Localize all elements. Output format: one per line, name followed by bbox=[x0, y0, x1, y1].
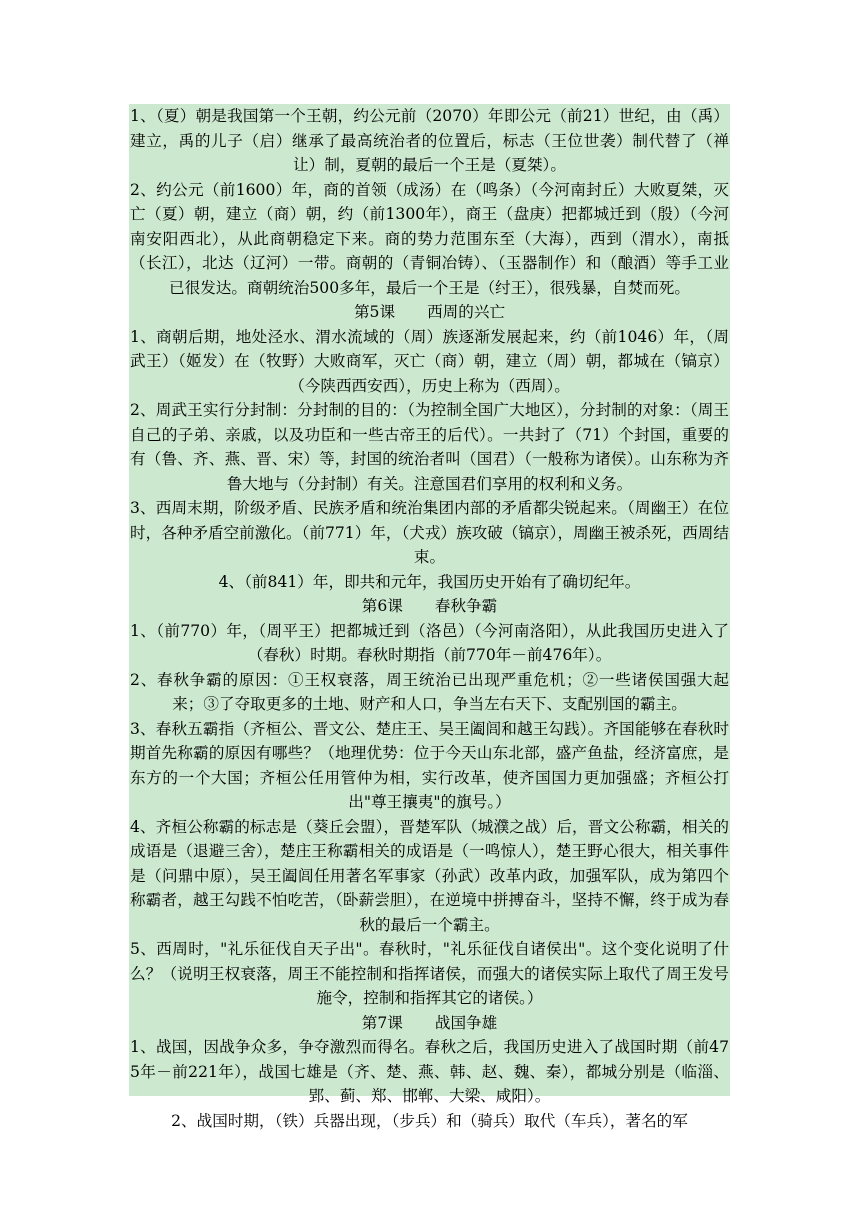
lesson-number: 第7课 bbox=[361, 1013, 403, 1032]
lesson-5-heading bbox=[129, 300, 730, 325]
paragraph-fief-system: 2、周武王实行分封制：分封制的目的：（为控制全国广大地区），分封制的对象：（周王自己的子弟、亲戚，以及功臣和一些古帝王的后代）。一共封了（71）个封国，重要的有（鲁、齐、燕、晋、宋）等，封国的统治者叫（国君）（一般称为诸侯）。山东称为齐鲁大地与（分封制）有关。注意国君们享用的权利和义务。 bbox=[130, 401, 729, 493]
paragraph-western-zhou-rise: 1、商朝后期，地处泾水、渭水流域的（周）族逐渐发展起来，约（前1046）年，（周武王）（姬发）在（牧野）大败商军，灭亡（商）朝，建立（周）朝，都城在（镐京）（今陕西西安西），历史上称为（西周）。 bbox=[130, 327, 729, 395]
paragraph-western-zhou-end: 3、西周末期，阶级矛盾、民族矛盾和统治集团内部的矛盾都尖锐起来。（周幽王）在位时，各种矛盾空前激化。（前771）年，（犬戎）族攻破（镐京），周幽王被杀死，西周结束。 bbox=[130, 499, 729, 566]
lesson-7-heading bbox=[129, 1011, 730, 1036]
paragraph-warring-states: 1、战国，因战争众多，争夺激烈而得名。春秋之后，我国历史进入了战国时期（前475年－前221年），战国七雄是（齐、楚、燕、韩、赵、魏、秦），都城分别是（临淄、郢、蓟、郑、邯郸、大梁、咸阳）。 bbox=[130, 1038, 729, 1105]
paragraph-five-hegemons: 3、春秋五霸指（齐桓公、晋文公、楚庄王、吴王阖闾和越王勾践）。齐国能够在春秋时期首先称霸的原因有哪些？（地理优势：位于今天山东北部，盛产鱼盐，经济富庶，是东方的一个大国；齐桓公任用管仲为相，实行改革，使齐国国力更加强盛；齐桓公打出"尊王攘夷"的旗号。） bbox=[130, 719, 729, 811]
paragraph-hegemony-causes: 2、春秋争霸的原因：①王权衰落，周王统治已出现严重危机；②一些诸侯国强大起来；③了夺取更多的土地、财产和人口，争当左右天下、支配别国的霸主。 bbox=[130, 670, 729, 713]
lesson-title: 西周的兴亡 bbox=[427, 303, 506, 321]
paragraph-gonghe-year: 4、（前841）年，即共和元年，我国历史开始有了确切纪年。 bbox=[218, 572, 641, 591]
paragraph-xia-dynasty: 1、（夏）朝是我国第一个王朝，约公元前（2070）年即公元（前21）世纪，由（禹）建立，禹的儿子（启）继承了最高统治者的位置后，标志（王位世袭）制代替了（禅让）制，夏朝的最后一个王是（夏桀）。 bbox=[130, 107, 729, 174]
document-page bbox=[129, 104, 730, 1130]
lesson-number: 第6课 bbox=[361, 597, 403, 615]
lesson-title: 春秋争霸 bbox=[434, 597, 498, 615]
paragraph-rites-change: 5、西周时，"礼乐征伐自天子出"。春秋时，"礼乐征伐自诸侯出"。这个变化说明了什么？（说明王权衰落，周王不能控制和指挥诸侯，而强大的诸侯实际上取代了周王发号施令，控制和指挥其它的诸侯。） bbox=[130, 940, 729, 1007]
paragraph-iron-weapons: 2、战国时期，（铁）兵器出现，（步兵）和（骑兵）取代（车兵），著名的军 bbox=[171, 1111, 688, 1130]
lesson-number: 第5课 bbox=[353, 303, 396, 321]
paragraph-spring-autumn-start: 1、（前770）年，（周平王）把都城迁到（洛邑）（今河南洛阳），从此我国历史进入了（春秋）时期。春秋时期指（前770年－前476年）。 bbox=[130, 621, 729, 664]
paragraph-hegemony-idioms: 4、齐桓公称霸的标志是（葵丘会盟），晋楚军队（城濮之战）后，晋文公称霸，相关的成语是（退避三舍），楚庄王称霸相关的成语是（一鸣惊人），楚王野心很大，相关事件是（问鼎中原），吴王阖闾任用著名军事家（孙武）改革内政，加强军队，成为第四个称霸者，越王勾践不怕吃苦，（卧薪尝胆），在逆境中拼搏奋斗，坚持不懈，终于成为春秋的最后一个霸主。 bbox=[130, 817, 729, 934]
paragraph-shang-dynasty: 2、约公元（前1600）年，商的首领（成汤）在（鸣条）（今河南封丘）大败夏桀，灭亡（夏）朝，建立（商）朝，约（前1300年），商王（盘庚）把都城迁到（殷）（今河南安阳西北），从此商朝稳定下来。商的势力范围东至（大海），西到（渭水），南抵（长江），北达（辽河）一带。商朝的（青铜冶铸）、（玉器制作）和（酿酒）等手工业已很发达。商朝统治500多年，最后一个王是（纣王），很残暴，自焚而死。 bbox=[130, 180, 729, 297]
lesson-title: 战国争雄 bbox=[434, 1013, 498, 1032]
lesson-6-heading bbox=[129, 594, 730, 619]
